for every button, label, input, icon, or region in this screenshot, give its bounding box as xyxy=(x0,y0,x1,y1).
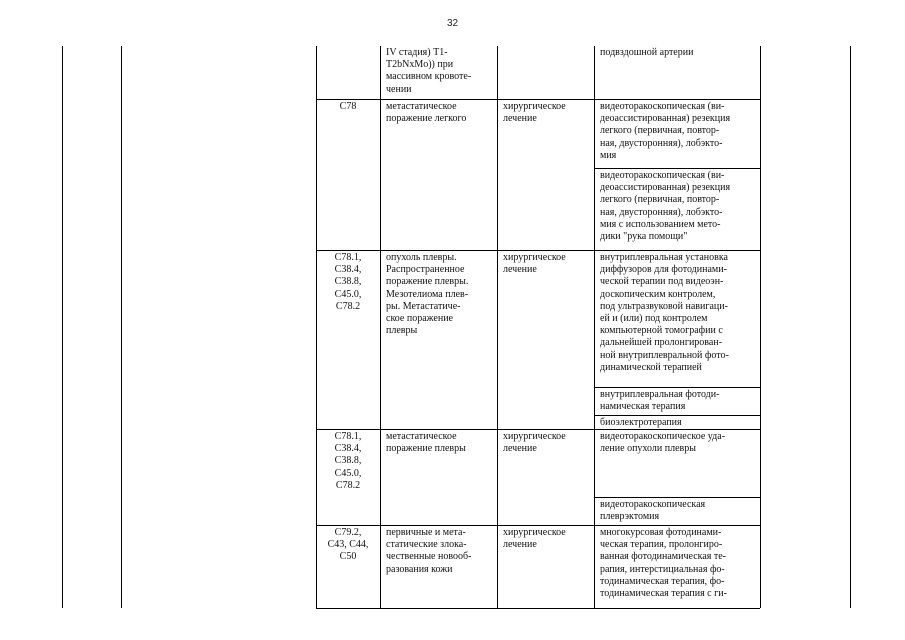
border-v-col-method-left xyxy=(594,46,595,608)
border-v-col-treat-left xyxy=(497,46,498,608)
border-v-outer-right xyxy=(850,46,851,608)
row1-treatment: хирургическое лечение xyxy=(503,101,566,125)
row4-code: C79.2, C43, C44, C50 xyxy=(327,527,369,563)
row2-name: опухоль плевры. Распространенное поражение плевры. Мезотелиома плев- ры. Метастатиче- ское поражение плевры xyxy=(386,252,469,337)
border-v-outer-left xyxy=(62,46,63,608)
row3-method-b: видеоторакоскопическая плеврэктомия xyxy=(600,499,706,523)
row0-method: подвздошной артерии xyxy=(600,47,694,58)
row4-method-a: многокурсовая фотодинами- ческая терапия, пролонгиро- ванная фотодинамическая те- рапия, интерстициальная фо- тодинамическая терапия, фо- тодинамическая терапия с ги- xyxy=(600,527,727,600)
row3-code: C78.1, C38.4, C38.8, C45.0, C78.2 xyxy=(334,431,362,491)
row-divider xyxy=(316,525,760,526)
table-bottom xyxy=(316,608,760,609)
row2-method-b: внутриплевральная фотоди- намическая терапия xyxy=(600,389,720,413)
row2-code: C78.1, C38.4, C38.8, C45.0, C78.2 xyxy=(334,252,362,312)
row4-treatment: хирургическое лечение xyxy=(503,527,566,551)
row1-method-b: видеоторакоскопическая (ви- деоассистированная) резекция легкого (первичная, повтор- ная, двусторонняя), лобэкто- мия с использованием мето- дики "рука помощи" xyxy=(600,170,731,243)
border-v-col-code-left xyxy=(316,46,317,608)
row1-method-a: видеоторакоскопическая (ви- деоассистированная) резекция легкого (первичная, повтор- ная, двусторонняя), лобэкто- мия xyxy=(600,101,731,161)
row-divider xyxy=(316,250,760,251)
method-divider xyxy=(594,497,760,498)
row3-method-a: видеоторакоскопическое уда- ление опухоли плевры xyxy=(600,431,726,455)
border-v-col-name-left xyxy=(380,46,381,608)
row2-method-c: биоэлектротерапия xyxy=(600,417,682,428)
row-divider xyxy=(316,99,760,100)
method-divider xyxy=(594,168,760,169)
method-divider xyxy=(594,387,760,388)
method-divider xyxy=(594,415,760,416)
border-v-col1 xyxy=(121,46,122,608)
row3-name: метастатическое поражение плевры xyxy=(386,431,466,455)
row0-name: IV стадия) T1- T2bNxMo)) при массивном кровоте- чении xyxy=(386,47,472,95)
row4-name: первичные и мета- статические злока- чественные новооб- разования кожи xyxy=(386,527,472,575)
page-number: 32 xyxy=(446,18,459,29)
row1-name: метастатическое поражение легкого xyxy=(386,101,467,125)
row2-treatment: хирургическое лечение xyxy=(503,252,566,276)
row2-method-a: внутриплевральная установка диффузоров для фотодинами- ческой терапии под видеоэн- доскопическим контролем, под ультразвуковой навигаци- ей и (или) под контролем компьютерной томографии с дальнейшей пролонгирован- ной внутриплевральной фото- динамической терапией xyxy=(600,252,729,373)
row1-code: C78 xyxy=(339,101,357,112)
border-v-col-method-right xyxy=(760,46,761,608)
row3-treatment: хирургическое лечение xyxy=(503,431,566,455)
